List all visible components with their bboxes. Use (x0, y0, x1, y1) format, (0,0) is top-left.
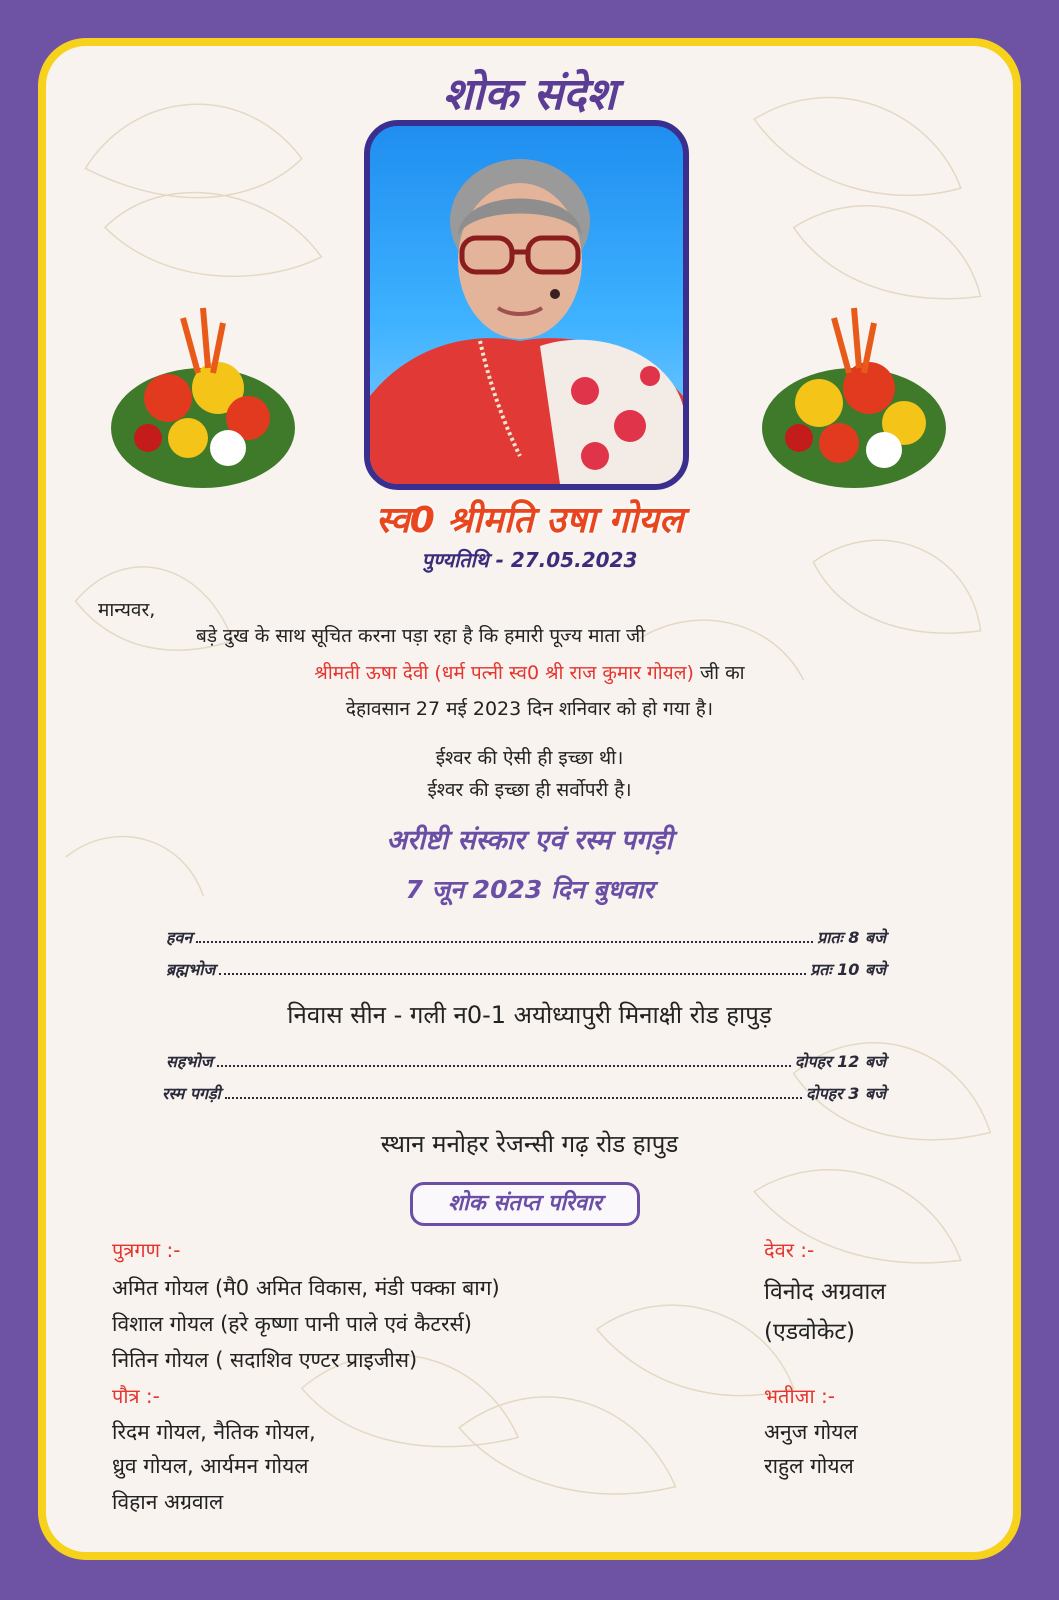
schedule-event: रस्म पगड़ी (162, 1084, 221, 1103)
ceremony-date: 7 जून 2023 दिन बुधवार (405, 875, 654, 904)
dotted-leader (196, 931, 813, 943)
portrait-illustration (370, 126, 683, 484)
nephews-heading: भतीजा :- (764, 1384, 835, 1408)
death-anniversary-date: पुण्यतिथि - 27.05.2023 (421, 548, 638, 572)
message-line-3: देहावसान 27 मई 2023 दिन शनिवार को हो गया है। (345, 698, 714, 720)
condolence-card (38, 38, 1021, 1560)
schedule-row (166, 926, 886, 952)
message-line-2-highlight: श्रीमती ऊषा देवी (धर्म पत्नी स्व0 श्री राज कुमार गोयल) (314, 662, 694, 684)
schedule-time: दोपहर 3 बजे (805, 1084, 886, 1103)
schedule-event: ब्रह्मभोज (166, 960, 216, 979)
dotted-leader (225, 1087, 802, 1099)
sons-heading: पुत्रगण :- (112, 1238, 181, 1262)
nephew-entry: अनुज गोयल (764, 1420, 858, 1444)
page-title: शोक संदेश (442, 69, 617, 120)
schedule-event: हवन (166, 928, 193, 947)
son-entry: नितिन गोयल ( सदाशिव एण्टर प्राइजीस) (112, 1348, 418, 1372)
portrait-photo (364, 120, 689, 490)
ceremony-title: अरीष्टी संस्कार एवं रस्म पगड़ी (386, 825, 673, 856)
schedule-time: प्रातः 8 बजे (817, 928, 886, 947)
message-line-2-rest: जी का (693, 662, 745, 684)
message-line-1: बड़े दुख के साथ सूचित करना पड़ा रहा है कि हमारी पूज्य माता जी (196, 625, 646, 647)
message-line-5: ईश्वर की इच्छा ही सर्वोपरी है। (427, 779, 632, 801)
grieving-family-badge: शोक संतप्त परिवार (410, 1182, 640, 1226)
son-entry: अमित गोयल (मै0 अमित विकास, मंडी पक्का बाग) (112, 1276, 500, 1300)
schedule-row (162, 1082, 886, 1108)
schedule-event: सहभोज (166, 1052, 213, 1071)
grandson-entry: विहान अग्रवाल (112, 1490, 224, 1514)
dotted-leader (217, 1055, 791, 1067)
venue-address: स्थान मनोहर रेजन्सी गढ़ रोड हापुड (380, 1130, 679, 1158)
deceased-name: स्व0 श्रीमति उषा गोयल (375, 500, 684, 541)
flower-bouquet-right (759, 278, 949, 498)
flower-bouquet-left (108, 278, 298, 498)
schedule-row (166, 1050, 886, 1076)
dotted-leader (219, 963, 806, 975)
schedule-time: दोपहर 12 बजे (794, 1052, 886, 1071)
salutation: मान्यवर, (98, 599, 156, 621)
grandson-entry: ध्रुव गोयल, आर्यमन गोयल (112, 1454, 309, 1478)
message-line-2 (46, 659, 1013, 685)
schedule-time: प्रतः 10 बजे (810, 960, 886, 979)
message-line-4: ईश्वर की ऐसी ही इच्छा थी। (435, 747, 624, 769)
son-entry: विशाल गोयल (हरे कृष्णा पानी पाले एवं कैटरर्स) (112, 1312, 472, 1336)
grandsons-heading: पौत्र :- (112, 1384, 160, 1408)
residence-address: निवास सीन - गली न0-1 अयोध्यापुरी मिनाक्षी रोड हापुड़ (287, 1001, 772, 1029)
brother-in-law-title: (एडवोकेट) (764, 1319, 855, 1345)
brother-in-law-heading: देवर :- (764, 1238, 815, 1262)
nephew-entry: राहुल गोयल (764, 1454, 854, 1478)
brother-in-law-entry: विनोद अग्रवाल (764, 1279, 886, 1305)
grandson-entry: रिदम गोयल, नैतिक गोयल, (112, 1420, 316, 1444)
schedule-row (166, 958, 886, 984)
